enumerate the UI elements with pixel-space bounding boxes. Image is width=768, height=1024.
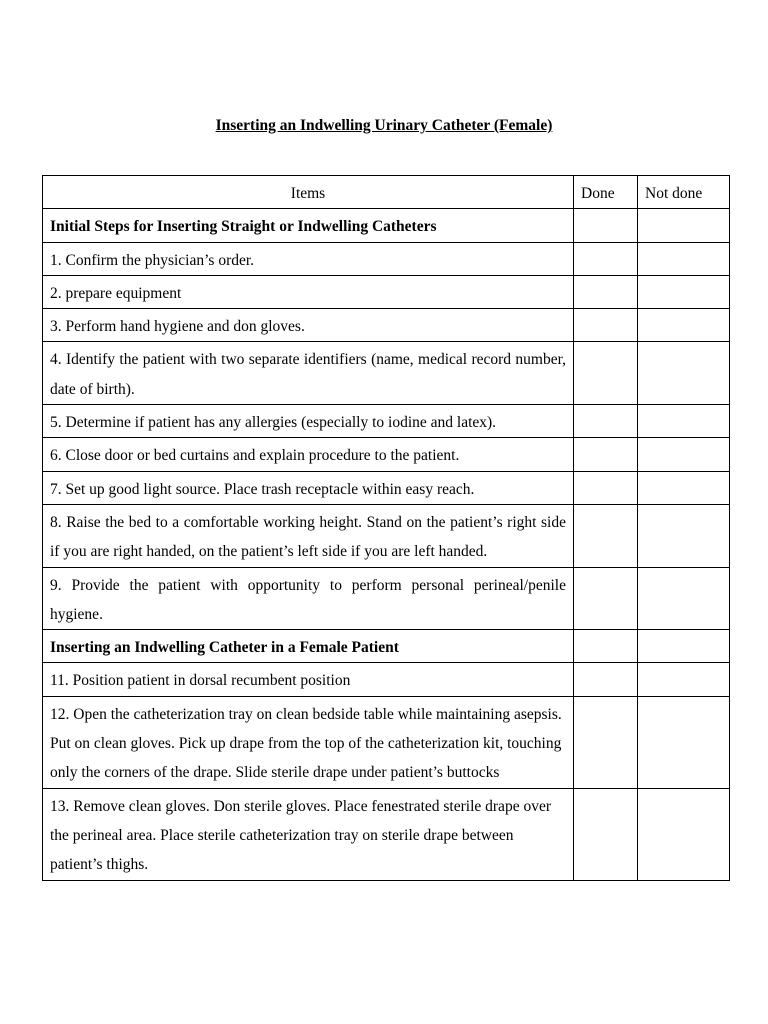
done-cell[interactable] bbox=[574, 342, 638, 405]
done-cell[interactable] bbox=[574, 663, 638, 696]
done-cell[interactable] bbox=[574, 275, 638, 308]
step-text: 5. Determine if patient has any allergies (especially to iodine and latex). bbox=[43, 405, 574, 438]
table-row bbox=[43, 209, 730, 242]
done-cell[interactable] bbox=[574, 788, 638, 880]
table-row bbox=[43, 438, 730, 471]
not-done-cell[interactable] bbox=[638, 438, 730, 471]
step-text: 3. Perform hand hygiene and don gloves. bbox=[43, 309, 574, 342]
table-row bbox=[43, 504, 730, 567]
step-text: 8. Raise the bed to a comfortable working height. Stand on the patient’s right side if you are right handed, on the patient’s left side if you are left handed. bbox=[43, 504, 574, 567]
header-not-done: Not done bbox=[638, 176, 730, 209]
table-row bbox=[43, 696, 730, 788]
table-row bbox=[43, 630, 730, 663]
step-text: 7. Set up good light source. Place trash receptacle within easy reach. bbox=[43, 471, 574, 504]
table-row bbox=[43, 242, 730, 275]
done-cell[interactable] bbox=[574, 438, 638, 471]
not-done-cell[interactable] bbox=[638, 567, 730, 630]
done-cell[interactable] bbox=[574, 504, 638, 567]
section-heading: Initial Steps for Inserting Straight or Indwelling Catheters bbox=[43, 209, 574, 242]
not-done-cell[interactable] bbox=[638, 209, 730, 242]
table-row bbox=[43, 663, 730, 696]
step-text: 1. Confirm the physician’s order. bbox=[43, 242, 574, 275]
checklist-table bbox=[42, 175, 730, 881]
header-items: Items bbox=[43, 176, 574, 209]
table-header-row bbox=[43, 176, 730, 209]
done-cell[interactable] bbox=[574, 309, 638, 342]
not-done-cell[interactable] bbox=[638, 309, 730, 342]
step-text: 12. Open the catheterization tray on clean bedside table while maintaining asepsis. Put on clean gloves. Pick up drape from the top of the catheterization kit, touching only the corners of the drape. Slide sterile drape under patient’s buttocks bbox=[43, 696, 574, 788]
step-text: 6. Close door or bed curtains and explain procedure to the patient. bbox=[43, 438, 574, 471]
not-done-cell[interactable] bbox=[638, 788, 730, 880]
table-row bbox=[43, 275, 730, 308]
done-cell[interactable] bbox=[574, 630, 638, 663]
step-text: 9. Provide the patient with opportunity to perform personal perineal/penile hygiene. bbox=[43, 567, 574, 630]
done-cell[interactable] bbox=[574, 471, 638, 504]
table-row bbox=[43, 788, 730, 880]
document-title: Inserting an Indwelling Urinary Catheter (Female) bbox=[215, 117, 553, 134]
done-cell[interactable] bbox=[574, 209, 638, 242]
table-row bbox=[43, 567, 730, 630]
done-cell[interactable] bbox=[574, 242, 638, 275]
not-done-cell[interactable] bbox=[638, 630, 730, 663]
not-done-cell[interactable] bbox=[638, 242, 730, 275]
not-done-cell[interactable] bbox=[638, 471, 730, 504]
step-text: 11. Position patient in dorsal recumbent position bbox=[43, 663, 574, 696]
table-row bbox=[43, 342, 730, 405]
done-cell[interactable] bbox=[574, 405, 638, 438]
table-row bbox=[43, 471, 730, 504]
not-done-cell[interactable] bbox=[638, 275, 730, 308]
header-done: Done bbox=[574, 176, 638, 209]
not-done-cell[interactable] bbox=[638, 696, 730, 788]
done-cell[interactable] bbox=[574, 696, 638, 788]
table-row bbox=[43, 309, 730, 342]
not-done-cell[interactable] bbox=[638, 663, 730, 696]
not-done-cell[interactable] bbox=[638, 405, 730, 438]
not-done-cell[interactable] bbox=[638, 342, 730, 405]
step-text: 2. prepare equipment bbox=[43, 275, 574, 308]
step-text: 4. Identify the patient with two separate identifiers (name, medical record number, date of birth). bbox=[43, 342, 574, 405]
step-text: 13. Remove clean gloves. Don sterile gloves. Place fenestrated sterile drape over the perineal area. Place sterile catheterization tray on sterile drape between patient’s thighs. bbox=[43, 788, 574, 880]
not-done-cell[interactable] bbox=[638, 504, 730, 567]
done-cell[interactable] bbox=[574, 567, 638, 630]
section-heading: Inserting an Indwelling Catheter in a Female Patient bbox=[43, 630, 574, 663]
table-row bbox=[43, 405, 730, 438]
